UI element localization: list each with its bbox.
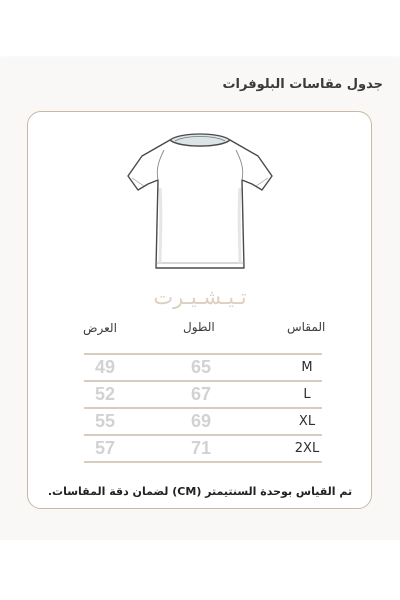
cell-length: 67 xyxy=(190,384,212,404)
cell-size: M xyxy=(301,360,313,375)
cell-size: L xyxy=(303,387,311,402)
tshirt-illustration xyxy=(120,118,280,276)
header-width: العرض xyxy=(83,321,117,335)
cell-width: 57 xyxy=(94,438,116,458)
measurement-note: تم القياس بوحدة السنتيمتر (CM) لضمان دقة المقاسات. xyxy=(47,485,353,498)
cell-size: 2XL xyxy=(294,441,320,456)
top-band xyxy=(0,0,400,58)
header-size: المقاس xyxy=(287,320,326,334)
product-name: تـيـشـيـرت xyxy=(153,285,247,309)
bottom-band xyxy=(0,540,400,600)
cell-width: 49 xyxy=(94,357,116,377)
row-divider xyxy=(84,380,322,382)
cell-width: 55 xyxy=(94,411,116,431)
row-divider xyxy=(84,353,322,355)
header-length: الطول xyxy=(183,320,215,334)
cell-length: 71 xyxy=(190,438,212,458)
cell-size: XL xyxy=(298,414,316,429)
row-divider xyxy=(84,461,322,463)
row-divider xyxy=(84,434,322,436)
cell-length: 65 xyxy=(190,357,212,377)
cell-width: 52 xyxy=(94,384,116,404)
cell-length: 69 xyxy=(190,411,212,431)
row-divider xyxy=(84,407,322,409)
page-title: جدول مقاسات البلوفرات xyxy=(222,77,383,92)
